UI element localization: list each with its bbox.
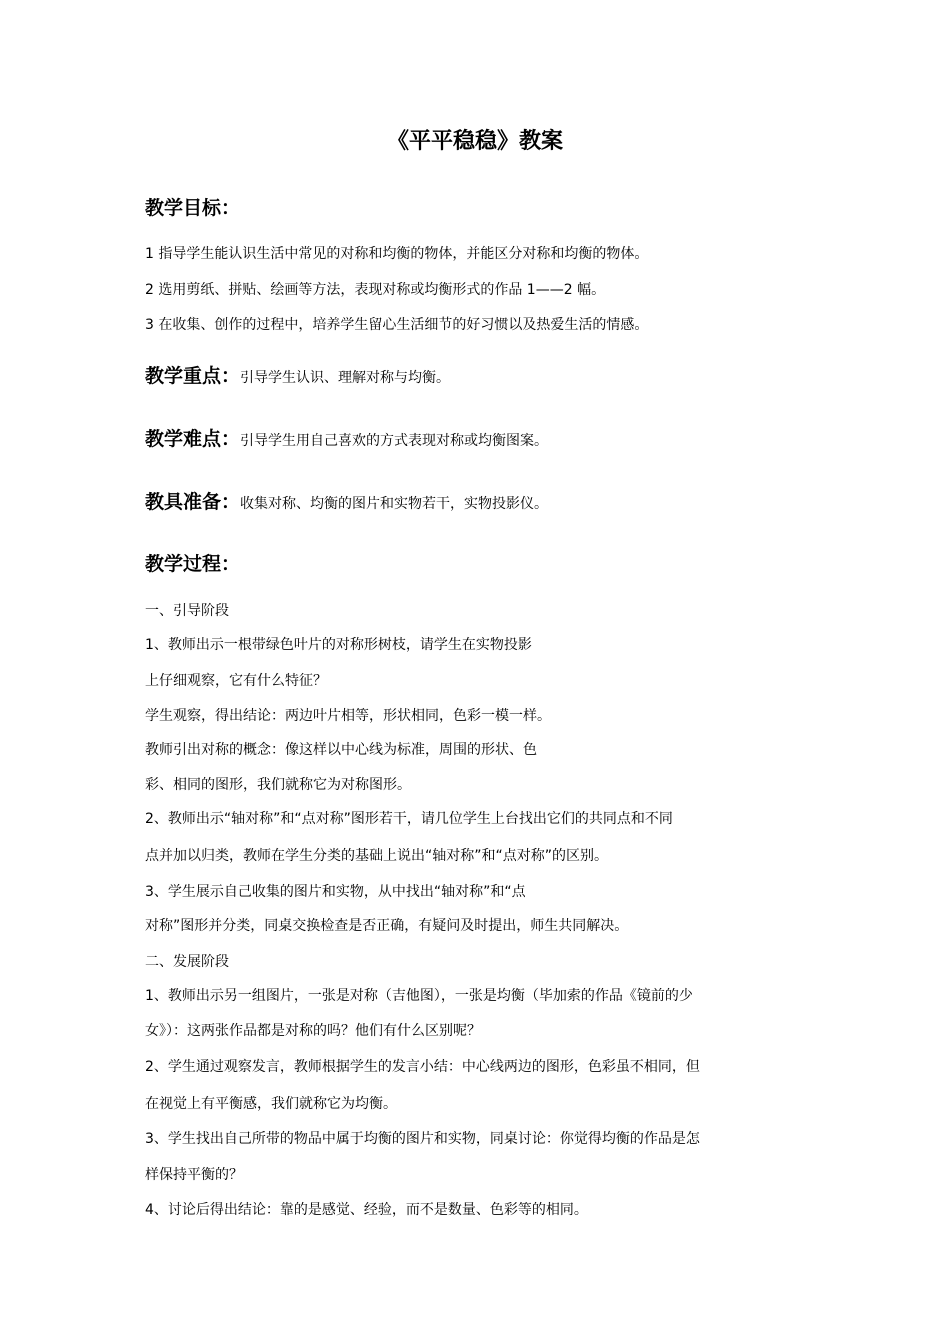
document-title: 《平平稳稳》教案 [386, 129, 563, 154]
process-line: 3、学生找出自己所带的物品中属于均衡的图片和实物，同桌讨论：你觉得均衡的作品是怎 [145, 1131, 700, 1147]
process-line: 二、发展阶段 [145, 954, 229, 970]
process-line: 1、教师出示一根带绿色叶片的对称形树枝，请学生在实物投影 [145, 637, 532, 653]
materials-label: 教具准备： [145, 491, 241, 513]
process-line: 3、学生展示自己收集的图片和实物，从中找出“轴对称”和“点 [145, 884, 526, 900]
process-line: 1、教师出示另一组图片，一张是对称（吉他图），一张是均衡（毕加索的作品《镜前的少 [145, 988, 693, 1004]
process-line: 女》）：这两张作品都是对称的吗？他们有什么区别呢？ [145, 1023, 481, 1039]
process-line: 上仔细观察，它有什么特征？ [145, 673, 327, 689]
process-line: 学生观察，得出结论：两边叶片相等，形状相同，色彩一模一样。 [145, 708, 551, 724]
process-line: 点并加以归类，教师在学生分类的基础上说出“轴对称”和“点对称”的区别。 [145, 848, 609, 864]
difficulty-value: 引导学生用自己喜欢的方式表现对称或均衡图案。 [240, 433, 549, 449]
key-point-row [145, 364, 450, 390]
objective-item-2: 2 选用剪纸、拼贴、绘画等方法，表现对称或均衡形式的作品 1——2 幅。 [145, 282, 606, 298]
difficulty-label: 教学难点： [145, 428, 241, 450]
key-point-value: 引导学生认识、理解对称与均衡。 [240, 370, 451, 386]
process-line: 彩、相同的图形，我们就称它为对称图形。 [145, 777, 411, 793]
difficulty-row [145, 427, 548, 453]
process-line: 教师引出对称的概念：像这样以中心线为标准，周围的形状、色 [145, 742, 537, 758]
key-point-label: 教学重点： [145, 365, 241, 387]
process-heading: 教学过程： [145, 553, 241, 575]
process-line: 4、讨论后得出结论：靠的是感觉、经验，而不是数量、色彩等的相同。 [145, 1202, 588, 1218]
process-line: 2、学生通过观察发言，教师根据学生的发言小结：中心线两边的图形，色彩虽不相同，但 [145, 1059, 700, 1075]
objective-item-1: 1 指导学生能认识生活中常见的对称和均衡的物体，并能区分对称和均衡的物体。 [145, 246, 649, 262]
process-line: 一、引导阶段 [145, 603, 229, 619]
objective-item-3: 3 在收集、创作的过程中，培养学生留心生活细节的好习惯以及热爱生活的情感。 [145, 317, 649, 333]
materials-value: 收集对称、均衡的图片和实物若干，实物投影仪。 [240, 496, 549, 512]
process-line: 样保持平衡的？ [145, 1167, 243, 1183]
process-line: 对称”图形并分类，同桌交换检查是否正确，有疑问及时提出，师生共同解决。 [145, 918, 629, 934]
objectives-heading: 教学目标： [145, 197, 241, 219]
process-line: 在视觉上有平衡感，我们就称它为均衡。 [145, 1096, 397, 1112]
materials-row [145, 490, 548, 516]
process-line: 2、教师出示“轴对称”和“点对称”图形若干，请几位学生上台找出它们的共同点和不同 [145, 811, 673, 827]
